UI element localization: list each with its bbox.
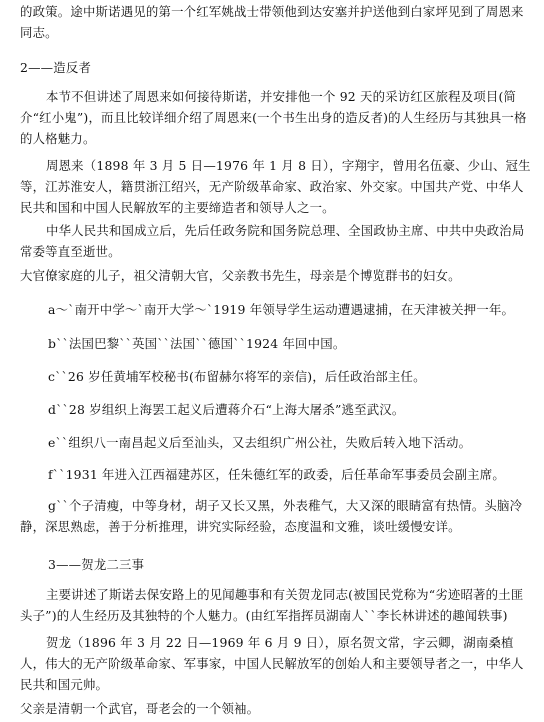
paragraph-policy-intro: 的政策。途中斯诺遇见的第一个红军姚战士带领他到达安塞并护送他到白家坪见到了周恩来同志。: [20, 4, 524, 40]
list-item-f: f``1931 年进入江西福建苏区，任朱德红军的政委，后任革命军事委员会副主席。: [48, 467, 505, 482]
paragraph-helong-bio: 贺龙（1896 年 3 月 22 日—1969 年 6 月 9 日），原名贺文常，字云卿，湖南桑植人，伟大的无产阶级革命家、军事家，中国人民解放军的创始人和主要领导者之一，中华人民共和国元帅。: [20, 635, 524, 692]
list-item-g: g``个子清瘦，中等身材，胡子又长又黑，外表稚气，大又深的眼睛富有热情。头脑冷静，深思熟虑，善于分析推理，讲究实际经验，态度温和文雅，谈吐缓慢安详。: [20, 498, 523, 534]
list-item-d: d``28 岁组织上海罢工起义后遭蒋介石“上海大屠杀”逃至武汉。: [48, 402, 405, 417]
list-item-b: b``法国巴黎``英国``法国``德国``1924 年回中国。: [48, 336, 346, 351]
paragraph-zhou-prc: 中华人民共和国成立后，先后任政务院和国务院总理、全国政协主席、中共中央政治局常委等直至逝世。: [20, 223, 525, 259]
section-heading-rebel: 2——造反者: [20, 60, 92, 75]
list-item-e: e``组织八一南昌起义后至汕头，又去组织广州公社，失败后转入地下活动。: [48, 435, 472, 450]
paragraph-zhou-family: 大官僚家庭的儿子，祖父清朝大官，父亲教书先生，母亲是个博览群书的妇女。: [20, 268, 461, 283]
list-item-a: a～`南开中学～`南开大学～`1919 年领导学生运动遭遇逮捕，在天津被关押一年。: [48, 302, 515, 317]
paragraph-zhou-bio: 周恩来（1898 年 3 月 5 日—1976 年 1 月 8 日），字翔宇，曾用名伍豪、少山、冠生等，江苏淮安人，籍贯浙江绍兴，无产阶级革命家、政治家、外交家。中国共产党、中华人民共和国和中国人民解放军的主要缔造者和领导人之一。: [20, 158, 531, 215]
section-heading-helong: 3——贺龙二三事: [48, 557, 145, 572]
list-item-c: c``26 岁任黄埔军校秘书(布留赫尔将军的亲信)，后任政治部主任。: [48, 369, 426, 384]
paragraph-rebel-summary: 本节不但讲述了周恩来如何接待斯诺，并安排他一个 92 天的采访红区旅程及项目(简介“红小鬼”)，而且比较详细介绍了周恩来(一个书生出身的造反者)的人生经历与其独具一格的人格魅力。: [20, 89, 527, 146]
paragraph-helong-father: 父亲是清朝一个武官，哥老会的一个领袖。: [20, 701, 260, 716]
paragraph-helong-summary: 主要讲述了斯诺去保安路上的见闻趣事和有关贺龙同志(被国民党称为“劣迹昭著的土匪头子”)的人生经历及其独特的个人魅力。(由红军指挥员湖南人``李长林讲述的趣闻轶事): [20, 587, 524, 623]
